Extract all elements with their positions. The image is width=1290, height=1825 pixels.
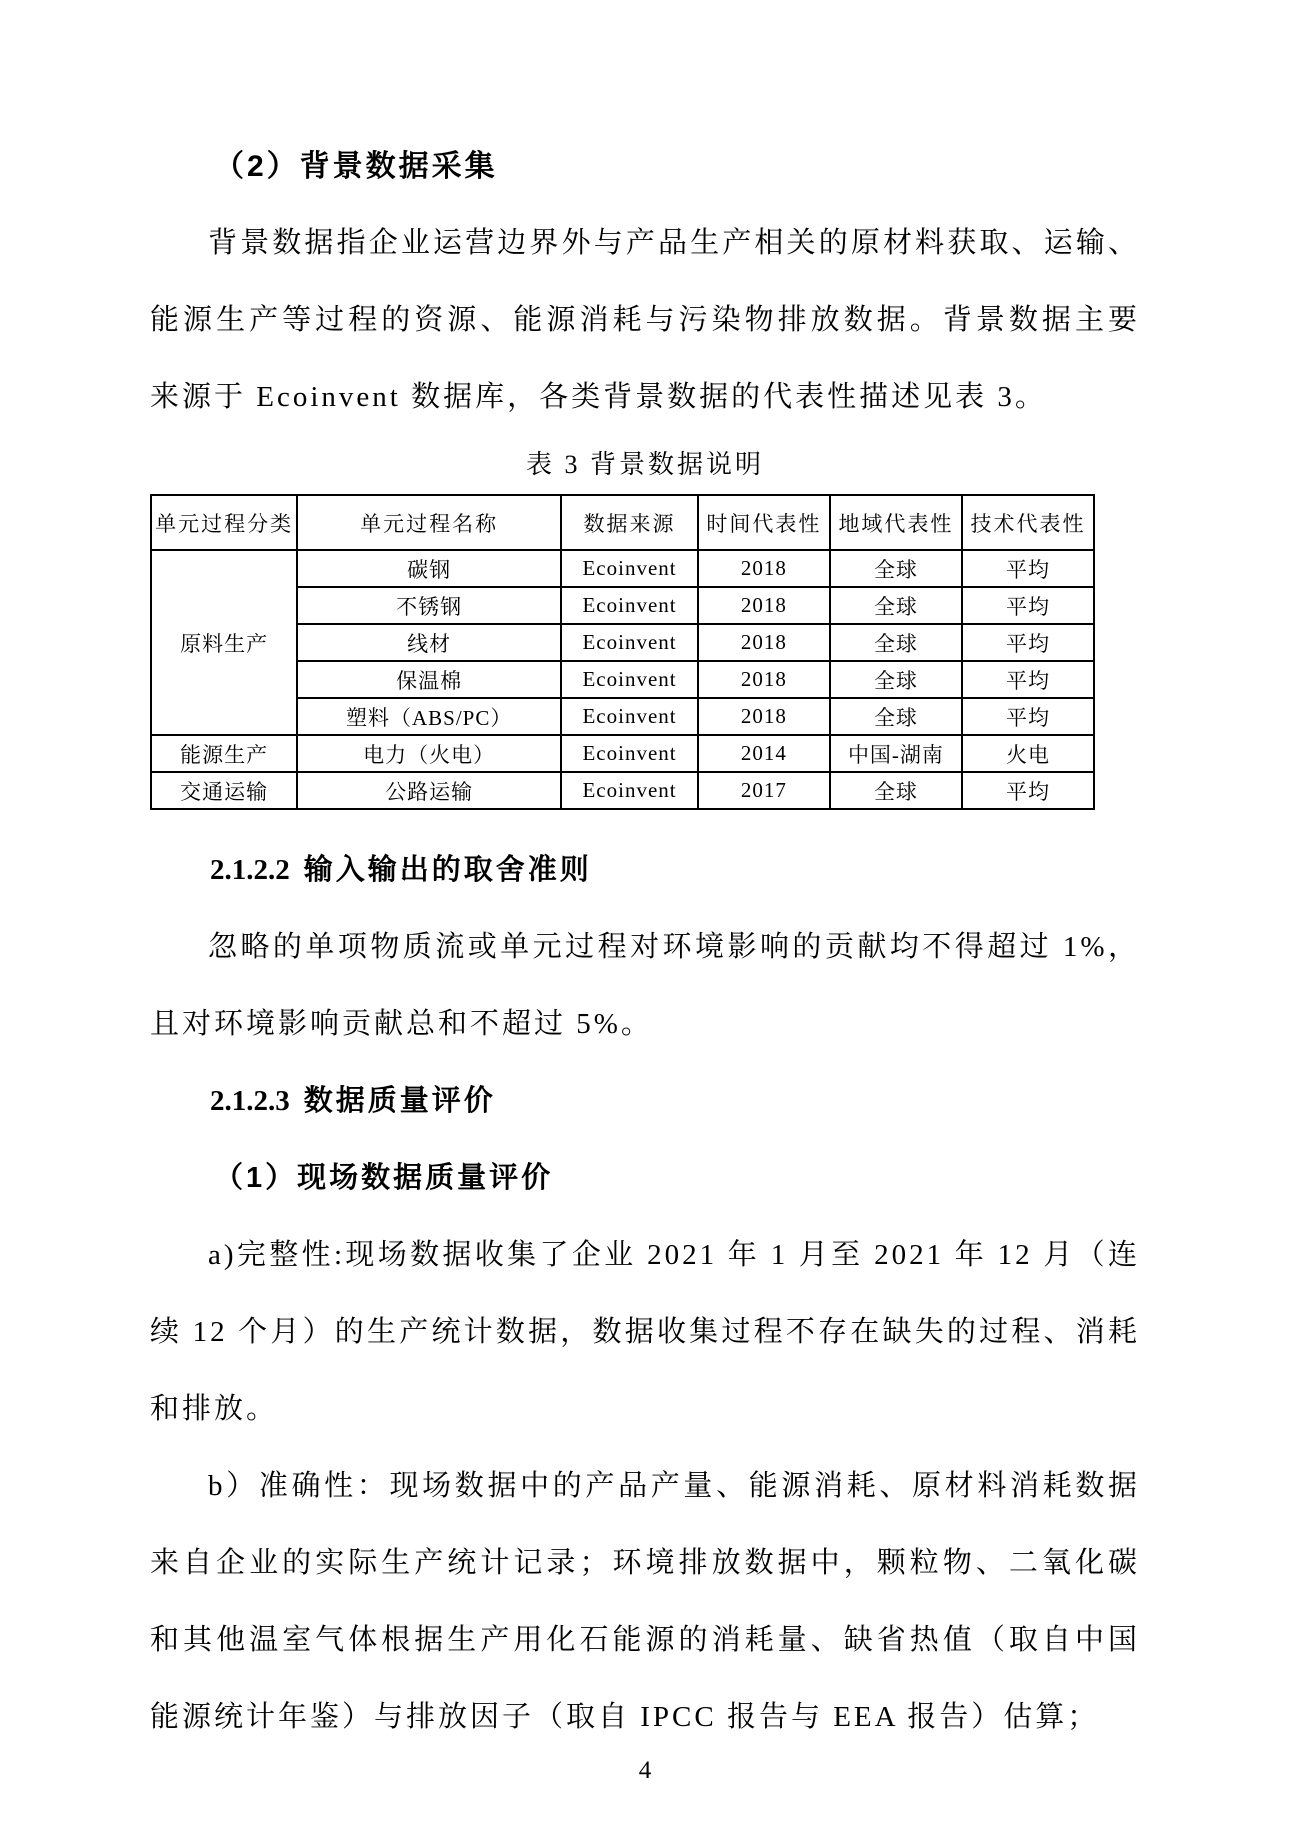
heading-field-data-quality: （1）现场数据质量评价 <box>214 1162 554 1194</box>
cell-process-name: 不锈钢 <box>297 587 561 624</box>
cell-time: 2018 <box>698 661 830 698</box>
paragraph-background-data: 背景数据指企业运营边界外与产品生产相关的原材料获取、运输、能源生产等过程的资源、能源消耗与污染物排放数据。背景数据主要来源于 Ecoinvent 数据库，各类背景数据的代表性描述见表 3。 <box>150 227 1140 413</box>
cell-process-name: 碳钢 <box>297 550 561 587</box>
cell-region: 全球 <box>830 550 962 587</box>
table-row <box>151 550 1094 587</box>
cell-tech: 火电 <box>962 735 1094 772</box>
column-header-process-category: 单元过程分类 <box>151 495 297 550</box>
cell-data-source: Ecoinvent <box>561 550 698 587</box>
cell-time: 2017 <box>698 772 830 809</box>
column-header-process-name: 单元过程名称 <box>297 495 561 550</box>
cell-process-name: 电力（火电） <box>297 735 561 772</box>
cell-region: 全球 <box>830 772 962 809</box>
cell-time: 2018 <box>698 698 830 735</box>
section-title: 数据质量评价 <box>303 1085 496 1117</box>
column-header-tech-representativeness: 技术代表性 <box>962 495 1094 550</box>
cell-process-name: 保温棉 <box>297 661 561 698</box>
paragraph-completeness: a)完整性:现场数据收集了企业 2021 年 1 月至 2021 年 12 月（连续 12 个月）的生产统计数据，数据收集过程不存在缺失的过程、消耗和排放。 <box>150 1239 1140 1425</box>
table-row <box>151 772 1094 809</box>
cell-time: 2018 <box>698 550 830 587</box>
cell-tech: 平均 <box>962 661 1094 698</box>
cell-category-transport: 交通运输 <box>151 772 297 809</box>
section-number: 2.1.2.2 <box>210 854 290 886</box>
column-header-data-source: 数据来源 <box>561 495 698 550</box>
background-data-table <box>150 494 1095 810</box>
cell-region: 中国-湖南 <box>830 735 962 772</box>
cell-data-source: Ecoinvent <box>561 735 698 772</box>
cell-category-energy: 能源生产 <box>151 735 297 772</box>
cell-tech: 平均 <box>962 698 1094 735</box>
cell-time: 2018 <box>698 624 830 661</box>
column-header-time-representativeness: 时间代表性 <box>698 495 830 550</box>
cell-region: 全球 <box>830 661 962 698</box>
heading-cutoff-criteria <box>210 832 1140 909</box>
column-header-region-representativeness: 地域代表性 <box>830 495 962 550</box>
cell-data-source: Ecoinvent <box>561 772 698 809</box>
cell-region: 全球 <box>830 587 962 624</box>
paragraph-accuracy: b）准确性：现场数据中的产品产量、能源消耗、原材料消耗数据来自企业的实际生产统计记录；环境排放数据中，颗粒物、二氧化碳和其他温室气体根据生产用化石能源的消耗量、缺省热值（取自中国能源统计年鉴）与排放因子（取自 IPCC 报告与 EEA 报告）估算； <box>150 1470 1140 1733</box>
cell-process-name: 塑料（ABS/PC） <box>297 698 561 735</box>
cell-tech: 平均 <box>962 624 1094 661</box>
heading-data-quality-evaluation <box>210 1063 1140 1140</box>
cell-time: 2018 <box>698 587 830 624</box>
heading-background-data-collection: （2）背景数据采集 <box>214 150 498 183</box>
cell-tech: 平均 <box>962 550 1094 587</box>
page-number: 4 <box>638 1757 652 1784</box>
section-number: 2.1.2.3 <box>210 1085 290 1117</box>
paragraph-cutoff-criteria: 忽略的单项物质流或单元过程对环境影响的贡献均不得超过 1%，且对环境影响贡献总和不超过 5%。 <box>150 931 1140 1040</box>
cell-process-name: 线材 <box>297 624 561 661</box>
cell-tech: 平均 <box>962 587 1094 624</box>
cell-region: 全球 <box>830 698 962 735</box>
cell-data-source: Ecoinvent <box>561 698 698 735</box>
table-header-row <box>151 495 1094 550</box>
table-row <box>151 735 1094 772</box>
cell-data-source: Ecoinvent <box>561 587 698 624</box>
section-title: 输入输出的取舍准则 <box>303 854 592 886</box>
cell-category-raw-material: 原料生产 <box>151 550 297 735</box>
table-caption: 表 3 背景数据说明 <box>525 450 764 479</box>
cell-region: 全球 <box>830 624 962 661</box>
cell-process-name: 公路运输 <box>297 772 561 809</box>
cell-tech: 平均 <box>962 772 1094 809</box>
cell-data-source: Ecoinvent <box>561 624 698 661</box>
cell-time: 2014 <box>698 735 830 772</box>
cell-data-source: Ecoinvent <box>561 661 698 698</box>
